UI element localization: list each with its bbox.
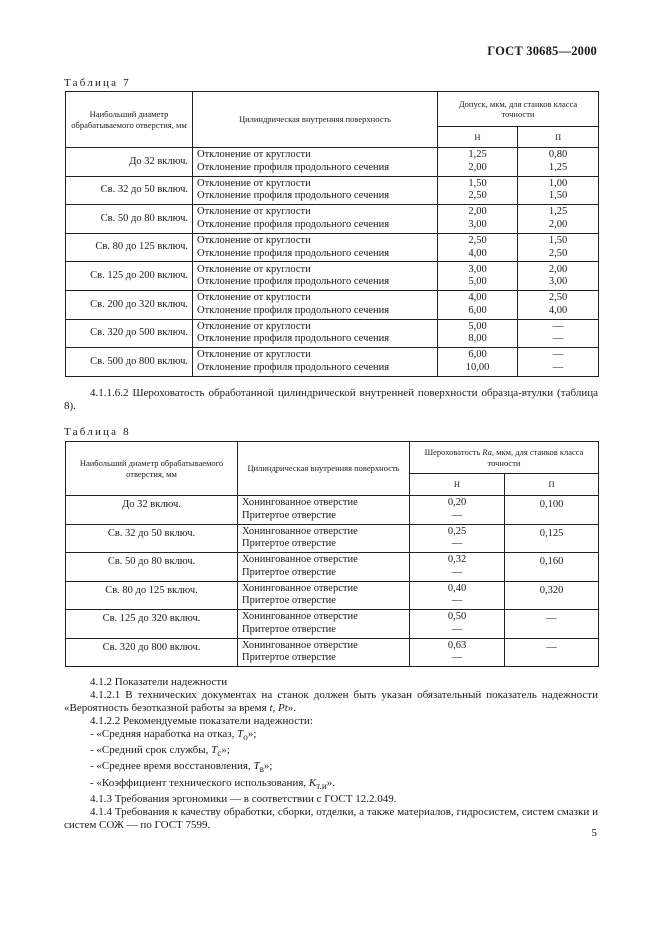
- table7-head-surface: Цилиндрическая внутренняя поверхность: [193, 92, 438, 148]
- line-1: Хонингованное отверстие: [242, 554, 358, 566]
- table-row: [66, 205, 599, 234]
- class-n-cell: [438, 233, 518, 262]
- class-n-cell: [410, 638, 505, 667]
- class-p-cell: [518, 148, 599, 177]
- line-1: 1,50: [548, 235, 568, 247]
- symbol-sub: о: [243, 732, 248, 743]
- line-2: Притертое отверстие: [242, 566, 336, 578]
- line-2: Отклонение профиля продольного сечения: [197, 304, 390, 316]
- roughness-pre: Шероховатость: [424, 447, 483, 457]
- line-1: Отклонение от круглости: [197, 349, 311, 361]
- class-p-cell: [518, 233, 599, 262]
- bullet-end: »;: [221, 744, 230, 757]
- line-1: 0,40: [447, 582, 467, 594]
- table-row: [66, 581, 599, 610]
- symbol-sub: с: [217, 748, 222, 759]
- line-1: Отклонение от круглости: [197, 206, 311, 218]
- paragraph-4-1-2-1: [64, 689, 598, 715]
- line-2: 2,00: [548, 218, 568, 230]
- class-p-cell: 0,125: [505, 524, 599, 553]
- line-2: Притертое отверстие: [242, 623, 336, 635]
- surface-cell: [193, 176, 438, 205]
- line-1: Отклонение от круглости: [197, 149, 311, 161]
- symbol-sub: т.и: [316, 780, 327, 791]
- section-4-1-2: [64, 676, 598, 832]
- surface-cell: [238, 553, 410, 582]
- bullet-end: ».: [326, 776, 336, 789]
- line-1: 4,00: [468, 292, 487, 304]
- class-n-cell: [410, 553, 505, 582]
- table7-head-tolerance: Допуск, мкм, для станков класса точности: [438, 92, 599, 127]
- line-2: Отклонение профиля продольного сечения: [197, 161, 390, 173]
- line-1: 5,00: [468, 320, 487, 332]
- line-1: Хонингованное отверстие: [242, 497, 358, 509]
- line-2: —: [552, 333, 564, 345]
- line-2: Отклонение профиля продольного сечения: [197, 247, 390, 259]
- class-n-cell: [438, 348, 518, 377]
- roughness-symbol: Ra: [482, 447, 492, 457]
- bullet-text: - «Коэффициент технического использования,: [90, 776, 309, 789]
- line-2: —: [451, 595, 463, 607]
- diameter-cell: Св. 500 до 800 включ.: [66, 348, 193, 377]
- symbol-pt: Pt: [278, 702, 288, 714]
- line-1: Хонингованное отверстие: [242, 525, 358, 537]
- line-1: Отклонение от круглости: [197, 177, 311, 189]
- page-number: 5: [591, 827, 597, 839]
- bullet-text: - «Средний срок службы,: [90, 744, 212, 757]
- diameter-cell: Св. 32 до 50 включ.: [66, 176, 193, 205]
- paragraph-4-1-1-6-2: [64, 387, 598, 413]
- table8-caption: Таблица 8: [64, 426, 131, 438]
- table-row: [66, 262, 599, 291]
- class-p-cell: —: [505, 610, 599, 639]
- paragraph-text: 4.1.1.6.2 Шероховатость обработанной цилиндрической внутренней поверхности образца-втулки (таблица 8).: [64, 387, 598, 412]
- table8-head-class-n: Н: [410, 474, 505, 496]
- p4121-end: ».: [287, 702, 297, 714]
- line-2: 8,00: [468, 333, 487, 345]
- class-p-cell: [518, 290, 599, 319]
- line-1: Хонингованное отверстие: [242, 639, 358, 651]
- line-2: 2,00: [468, 161, 487, 173]
- class-n-cell: [410, 581, 505, 610]
- surface-cell: [193, 233, 438, 262]
- diameter-cell: До 32 включ.: [66, 496, 238, 525]
- line-2: Притертое отверстие: [242, 652, 336, 664]
- line-2: 6,00: [468, 304, 487, 316]
- class-n-cell: [438, 262, 518, 291]
- line-1: Отклонение от круглости: [197, 292, 311, 304]
- class-p-cell: 0,320: [505, 581, 599, 610]
- table-row: [66, 233, 599, 262]
- diameter-cell: Св. 50 до 80 включ.: [66, 205, 193, 234]
- line-1: 0,50: [447, 611, 467, 623]
- class-p-cell: 0,160: [505, 553, 599, 582]
- line-1: 6,00: [468, 349, 487, 361]
- standard-header: ГОСТ 30685—2000: [487, 44, 597, 58]
- heading-4-1-2: 4.1.2 Показатели надежности: [90, 676, 228, 688]
- line-2: Притертое отверстие: [242, 509, 336, 521]
- bullet-end: »;: [263, 760, 273, 773]
- class-n-cell: [410, 496, 505, 525]
- paragraph-4-1-3: 4.1.3 Требования эргономики — в соответствии с ГОСТ 12.2.049.: [90, 792, 397, 805]
- surface-cell: [238, 581, 410, 610]
- line-2: 1,50: [548, 190, 568, 202]
- surface-cell: [193, 319, 438, 348]
- table8-head-roughness: [410, 442, 599, 474]
- class-n-cell: [410, 524, 505, 553]
- roughness-post: , мкм, для станков класса точности: [487, 447, 584, 468]
- class-p-cell: 0,100: [505, 496, 599, 525]
- bullet-mtbf: [64, 728, 598, 744]
- line-1: 1,50: [468, 177, 487, 189]
- class-p-cell: [518, 176, 599, 205]
- line-2: 3,00: [548, 276, 568, 288]
- line-1: 2,50: [548, 292, 568, 304]
- diameter-cell: Св. 200 до 320 включ.: [66, 290, 193, 319]
- line-1: 0,32: [447, 554, 467, 566]
- line-2: 1,25: [548, 161, 568, 173]
- line-1: 2,50: [468, 235, 487, 247]
- table8: [65, 441, 599, 667]
- line-1: 1,25: [548, 206, 568, 218]
- class-n-cell: [410, 610, 505, 639]
- bullet-service-life: [64, 744, 598, 760]
- line-1: 0,63: [447, 639, 467, 651]
- line-1: Отклонение от круглости: [197, 263, 311, 275]
- table-row: [66, 524, 599, 553]
- bullet-text: - «Среднее время восстановления,: [90, 760, 254, 773]
- table-row: [66, 348, 599, 377]
- table7-head-diameter: Наибольший диаметр обрабатываемого отверстия, мм: [66, 92, 193, 148]
- table-row: [66, 496, 599, 525]
- table-row: [66, 319, 599, 348]
- line-2: 3,00: [468, 218, 487, 230]
- line-1: 1,00: [548, 177, 568, 189]
- table7-head-class-p: П: [518, 127, 599, 148]
- diameter-cell: Св. 320 до 500 включ.: [66, 319, 193, 348]
- class-p-cell: [518, 319, 599, 348]
- diameter-cell: Св. 80 до 125 включ.: [66, 581, 238, 610]
- class-p-cell: [518, 348, 599, 377]
- line-2: 10,00: [465, 361, 490, 373]
- diameter-cell: Св. 32 до 50 включ.: [66, 524, 238, 553]
- symbol: T: [211, 744, 218, 757]
- table7-head-class-n: Н: [438, 127, 518, 148]
- class-p-cell: [518, 205, 599, 234]
- line-2: 2,50: [548, 247, 568, 259]
- line-2: —: [451, 538, 463, 550]
- diameter-cell: Св. 320 до 800 включ.: [66, 638, 238, 667]
- line-1: 1,25: [468, 149, 487, 161]
- diameter-cell: Св. 50 до 80 включ.: [66, 553, 238, 582]
- surface-cell: [238, 524, 410, 553]
- line-2: —: [552, 361, 564, 373]
- symbol-sub: в: [259, 764, 264, 775]
- line-1: 0,20: [447, 497, 467, 509]
- paragraph-4-1-2-2: 4.1.2.2 Рекомендуемые показатели надежности:: [90, 715, 313, 727]
- surface-cell: [193, 205, 438, 234]
- line-2: Отклонение профиля продольного сечения: [197, 276, 390, 288]
- symbol: K: [308, 776, 317, 789]
- table-row: [66, 638, 599, 667]
- p4121-sep: ,: [272, 702, 279, 714]
- line-1: 3,00: [468, 263, 487, 275]
- diameter-cell: Св. 125 до 200 включ.: [66, 262, 193, 291]
- class-n-cell: [438, 319, 518, 348]
- bullet-text: - «Средняя наработка на отказ,: [90, 728, 238, 740]
- surface-cell: [238, 610, 410, 639]
- line-2: —: [451, 566, 463, 578]
- line-1: 2,00: [548, 263, 568, 275]
- line-2: Отклонение профиля продольного сечения: [197, 333, 390, 345]
- line-1: —: [552, 320, 564, 332]
- paragraph-4-1-4: 4.1.4 Требования к качеству обработки, сборки, отделки, а также материалов, гидросистем, систем смазки и систем СОЖ — по ГОСТ 7599.: [64, 805, 598, 831]
- line-2: 5,00: [468, 276, 487, 288]
- bullet-recovery-time: [64, 760, 598, 776]
- line-1: —: [552, 349, 564, 361]
- table-row: [66, 553, 599, 582]
- line-2: Отклонение профиля продольного сечения: [197, 361, 390, 373]
- line-1: 2,00: [468, 206, 487, 218]
- diameter-cell: Св. 125 до 320 включ.: [66, 610, 238, 639]
- line-2: —: [451, 652, 463, 664]
- table-row: [66, 610, 599, 639]
- class-n-cell: [438, 290, 518, 319]
- line-2: —: [451, 509, 463, 521]
- symbol: T: [253, 760, 260, 773]
- line-1: Хонингованное отверстие: [242, 582, 358, 594]
- surface-cell: [193, 348, 438, 377]
- class-p-cell: [518, 262, 599, 291]
- class-n-cell: [438, 176, 518, 205]
- symbol-t: t: [269, 702, 273, 714]
- class-n-cell: [438, 148, 518, 177]
- line-2: Отклонение профиля продольного сечения: [197, 218, 390, 230]
- surface-cell: [193, 148, 438, 177]
- line-2: 4,00: [548, 304, 568, 316]
- table-row: [66, 148, 599, 177]
- class-p-cell: —: [505, 638, 599, 667]
- bullet-utilization: [64, 777, 598, 793]
- table7: [65, 91, 599, 377]
- line-2: 2,50: [468, 190, 487, 202]
- line-2: 4,00: [468, 247, 487, 259]
- table8-head-surface: Цилиндрическая внутренняя поверхность: [238, 442, 410, 496]
- table-row: [66, 176, 599, 205]
- class-n-cell: [438, 205, 518, 234]
- line-1: Отклонение от круглости: [197, 320, 311, 332]
- line-2: Отклонение профиля продольного сечения: [197, 190, 390, 202]
- table8-head-class-p: П: [505, 474, 599, 496]
- surface-cell: [238, 638, 410, 667]
- table7-caption: Таблица 7: [64, 77, 131, 89]
- p4121-text: 4.1.2.1 В технических документах на станок должен быть указан обязательный показатель надежности «Вероятность безотказной работы за время: [64, 689, 598, 714]
- table-row: [66, 290, 599, 319]
- surface-cell: [238, 496, 410, 525]
- line-1: 0,25: [447, 525, 467, 537]
- surface-cell: [193, 290, 438, 319]
- line-1: 0,80: [548, 149, 568, 161]
- symbol: T: [237, 728, 244, 740]
- bullet-end: »;: [247, 728, 257, 740]
- diameter-cell: До 32 включ.: [66, 148, 193, 177]
- table8-head-diameter: Наибольший диаметр обрабатываемого отверстия, мм: [66, 442, 238, 496]
- surface-cell: [193, 262, 438, 291]
- line-1: Хонингованное отверстие: [242, 611, 358, 623]
- line-2: Притертое отверстие: [242, 595, 336, 607]
- line-2: —: [451, 623, 463, 635]
- line-1: Отклонение от круглости: [197, 235, 311, 247]
- diameter-cell: Св. 80 до 125 включ.: [66, 233, 193, 262]
- line-2: Притертое отверстие: [242, 538, 336, 550]
